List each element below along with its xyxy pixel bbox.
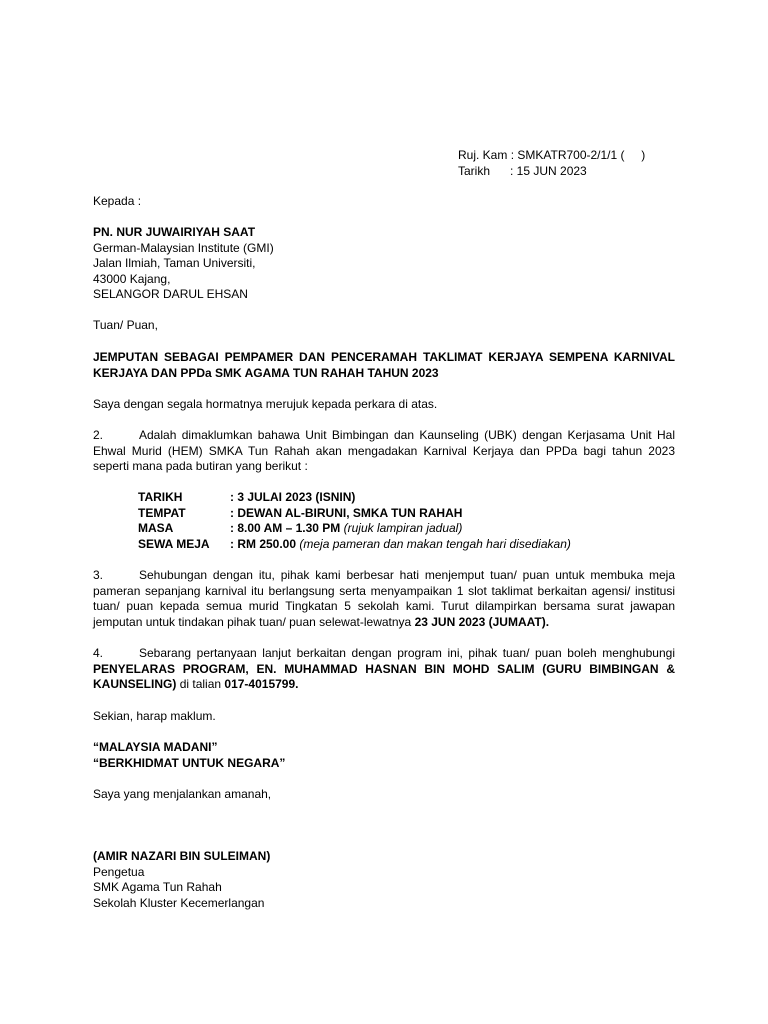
ruj-label: Ruj. Kam (458, 148, 508, 162)
amanah-line: Saya yang menjalankan amanah, (93, 787, 272, 801)
detail-row (138, 490, 571, 506)
slogan-negara: “BERKHIDMAT UNTUK NEGARA” (93, 755, 286, 770)
reference-number-row (458, 148, 645, 164)
detail-label: TEMPAT (138, 505, 186, 520)
detail-value: : DEWAN AL-BIRUNI, SMKA TUN RAHAH (230, 505, 463, 520)
detail-label: MASA (138, 521, 174, 535)
detail-row (138, 521, 571, 537)
paragraph-2-number: 2. (93, 428, 104, 442)
signatory-title: Pengetua (93, 864, 145, 879)
recipient-state: SELANGOR DARUL EHSAN (93, 287, 248, 301)
detail-value: : 8.00 AM – 1.30 PM (230, 521, 341, 535)
paragraph-3-deadline: 23 JUN 2023 (JUMAAT). (414, 614, 550, 629)
signatory-name: (AMIR NAZARI BIN SULEIMAN) (93, 849, 271, 863)
paragraph-4-text: Sebarang pertanyaan lanjut berkaitan dengan program ini, pihak tuan/ puan boleh menghubungi (139, 646, 675, 660)
paragraph-4-coordinator: PENYELARAS PROGRAM, EN. MUHAMMAD HASNAN BIN MOHD SALIM (GURU BIMBINGAN & KAUNSELING) (93, 661, 675, 691)
paragraph-2 (93, 428, 675, 475)
recipient-org: German-Malaysian Institute (GMI) (93, 240, 274, 255)
paragraph-4-phone: 017-4015799. (224, 677, 299, 691)
subject-heading: JEMPUTAN SEBAGAI PEMPAMER DAN PENCERAMAH TAKLIMAT KERJAYA SEMPENA KARNIVAL KERJAYA DAN PPDa SMK AGAMA TUN RAHAH TAHUN 2023 (93, 350, 675, 380)
paragraph-3-number: 3. (93, 568, 104, 582)
detail-label: SEWA MEJA (138, 536, 210, 551)
detail-label: TARIKH (138, 490, 183, 504)
detail-row (138, 537, 571, 553)
reference-block (458, 148, 645, 179)
recipient-address2: 43000 Kajang, (93, 271, 171, 286)
kepada-label: Kepada : (93, 194, 142, 208)
paragraph-3 (93, 568, 675, 630)
detail-row (138, 506, 571, 522)
slogan-block (93, 740, 675, 771)
signatory-block (93, 849, 675, 911)
recipient-address (93, 225, 675, 303)
tarikh-value: : 15 JUN 2023 (510, 163, 587, 178)
salutation: Tuan/ Puan, (93, 318, 158, 332)
date-row (458, 164, 645, 180)
recipient-address1: Jalan Ilmiah, Taman Universiti, (93, 256, 256, 270)
paragraph-4-talian: di talian (179, 677, 222, 691)
recipient-name: PN. NUR JUWAIRIYAH SAAT (93, 225, 256, 239)
detail-value: : 3 JULAI 2023 (ISNIN) (230, 490, 356, 504)
closing-line: Sekian, harap maklum. (93, 709, 216, 723)
paragraph-4-number: 4. (93, 646, 104, 660)
event-details (138, 490, 571, 552)
slogan-madani: “MALAYSIA MADANI” (93, 740, 218, 754)
signatory-school: SMK Agama Tun Rahah (93, 880, 222, 894)
paragraph-1: Saya dengan segala hormatnya merujuk kepada perkara di atas. (93, 397, 438, 411)
detail-value: : RM 250.00 (230, 536, 297, 551)
detail-note: (meja pameran dan makan tengah hari disediakan) (299, 536, 571, 551)
paragraph-3-text: Sehubungan dengan itu, pihak kami berbesar hati menjemput tuan/ puan untuk membuka meja pameran sepanjang karnival itu berlangsung serta menyampaikan 1 slot taklimat berkaitan agensi/ institusi tuan/ puan kepada semua murid Tingkatan 5 sekolah kami. Turut dilampirkan bersama surat jawapan jemputan untuk tindakan pihak tuan/ puan selewat-lewatnya (93, 568, 675, 629)
paragraph-2-text: Adalah dimaklumkan bahawa Unit Bimbingan dan Kaunseling (UBK) dengan Kerjasama Unit Hal Ehwal Murid (HEM) SMKA Tun Rahah akan mengadakan Karnival Kerjaya dan PPDa bagi tahun 2023 seperti mana pada butiran yang berikut : (93, 428, 675, 473)
detail-note: (rujuk lampiran jadual) (343, 521, 463, 535)
ruj-value: : SMKATR700-2/1/1 ( ) (510, 148, 646, 162)
signatory-cluster: Sekolah Kluster Kecemerlangan (93, 895, 265, 910)
tarikh-label: Tarikh (458, 163, 491, 178)
paragraph-4 (93, 646, 675, 693)
